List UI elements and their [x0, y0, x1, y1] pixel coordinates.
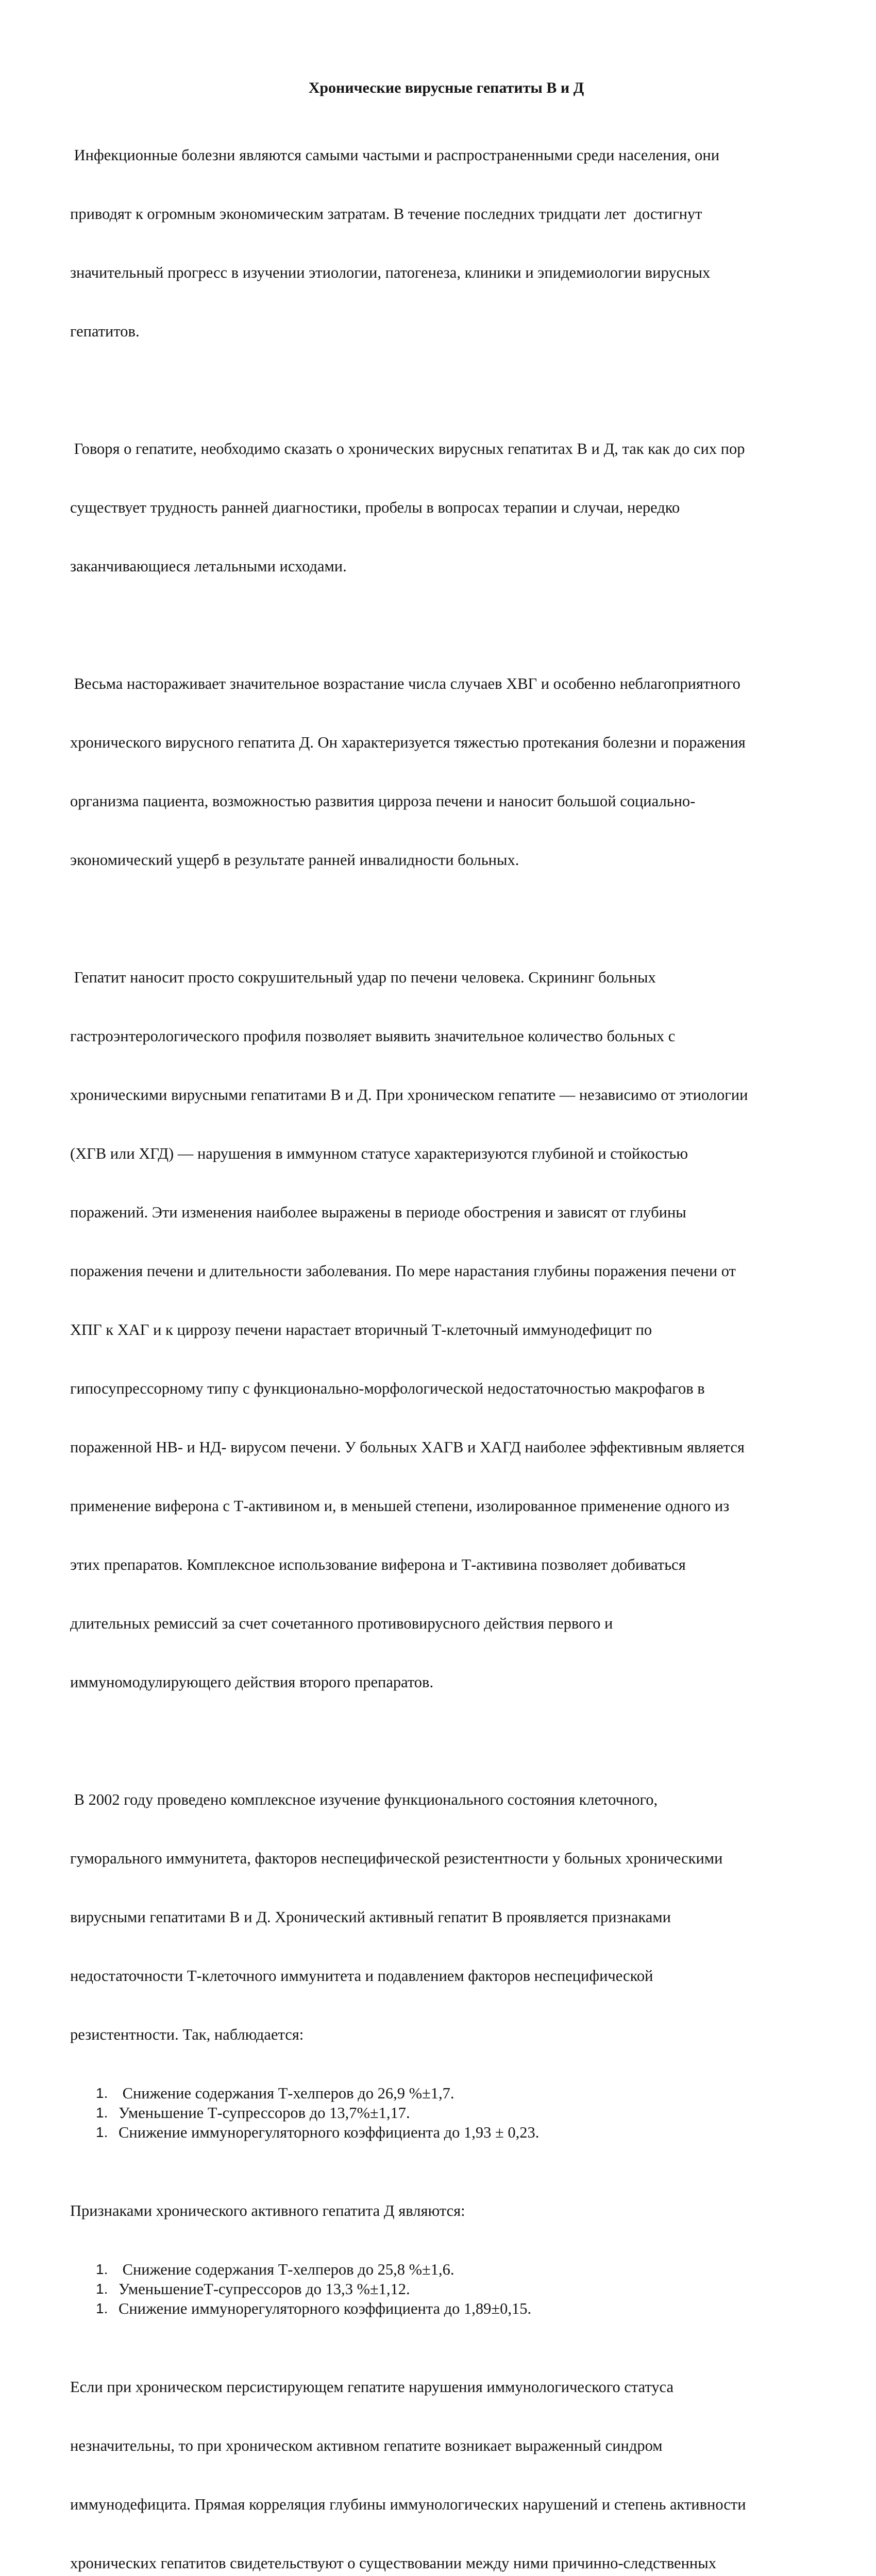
- text-line: гастроэнтерологического профиля позволяет выявить значительное количество больных с: [70, 1027, 676, 1045]
- list-item-number: 1.: [96, 2261, 108, 2277]
- text-line: длительных ремиссий за счет сочетанного противовирусного действия первого и: [70, 1615, 613, 1632]
- list-item: [70, 2260, 810, 2279]
- document-title: Хронические вирусные гепатиты В и Д: [308, 79, 584, 96]
- text-line: Говоря о гепатите, необходимо сказать о хронических вирусных гепатитах В и Д, так как до сих пор: [70, 440, 745, 457]
- text-line: этих препаратов. Комплексное использование виферона и Т-активина позволяет добиваться: [70, 1556, 686, 1573]
- text-line: существует трудность ранней диагностики, пробелы в вопросах терапии и случаи, нередко: [70, 499, 680, 516]
- paragraph-intro: [70, 106, 810, 380]
- list-item-number: 1.: [96, 2085, 108, 2101]
- list-item-text: Уменьшение Т-супрессоров до 13,7%±1,17.: [119, 2104, 410, 2122]
- text-line: Инфекционные болезни являются самыми частыми и распространенными среди населения, они: [70, 146, 720, 164]
- text-line: хронического вирусного гепатита Д. Он характеризуется тяжестью протекания болезни и поражения: [70, 734, 746, 751]
- list-item: [70, 2083, 810, 2103]
- text-line: недостаточности Т-клеточного иммунитета и подавлением факторов неспецифической: [70, 1967, 653, 1985]
- text-line: организма пациента, возможностью развития цирроза печени и наносит большой социально-: [70, 792, 696, 810]
- list-item-number: 1.: [96, 2105, 108, 2121]
- list-item: [70, 2299, 810, 2318]
- list-item-number: 1.: [96, 2300, 108, 2316]
- list-item-text: Снижение содержания Т-хелперов до 26,9 %±1,7.: [119, 2084, 454, 2102]
- text-line: пораженной НВ- и НД- вирусом печени. У больных ХАГВ и ХАГД наиболее эффективным является: [70, 1438, 745, 1456]
- list-item: [70, 2103, 810, 2123]
- text-line: применение виферона с Т-активином и, в меньшей степени, изолированное применение одного из: [70, 1497, 730, 1515]
- text-line: незначительны, то при хроническом активном гепатите возникает выраженный синдром: [70, 2437, 663, 2454]
- paragraph-immune-status: [70, 928, 810, 1731]
- text-line: Если при хроническом персистирующем гепатите нарушения иммунологического статуса: [70, 2378, 673, 2396]
- list-item-text: Снижение содержания Т-хелперов до 25,8 %±1,6.: [119, 2261, 454, 2278]
- text-line: резистентности. Так, наблюдается:: [70, 2026, 304, 2043]
- text-line: гуморального иммунитета, факторов неспецифической резистентности у больных хроническими: [70, 1850, 723, 1867]
- paragraph-hepatitis-d: [70, 635, 810, 909]
- list-item-number: 1.: [96, 2281, 108, 2297]
- text-line: Гепатит наносит просто сокрушительный удар по печени человека. Скрининг больных: [70, 969, 656, 986]
- text-line: Весьма настораживает значительное возрастание числа случаев ХВГ и особенно неблагоприятного: [70, 675, 740, 692]
- text-line: гепатитов.: [70, 323, 140, 340]
- list-item-number: 1.: [96, 2124, 108, 2140]
- text-line: В 2002 году проведено комплексное изучение функционального состояния клеточного,: [70, 1791, 658, 1808]
- text-line: иммуномодулирующего действия второго препаратов.: [70, 1673, 434, 1691]
- list-hepatitis-b-findings: [70, 2083, 810, 2142]
- text-line: экономический ущерб в результате ранней инвалидности больных.: [70, 851, 519, 869]
- paragraph-conclusion: [70, 2338, 810, 2576]
- text-line: хроническими вирусными гепатитами В и Д. При хроническом гепатите — независимо от этиологии: [70, 1086, 748, 1104]
- text-line: хронических гепатитов свидетельствуют о существовании между ними причинно-следственных: [70, 2554, 716, 2572]
- text-line: (ХГВ или ХГД) — нарушения в иммунном статусе характеризуются глубиной и стойкостью: [70, 1145, 688, 1162]
- text-line: поражения печени и длительности заболевания. По мере нарастания глубины поражения печени от: [70, 1262, 736, 1280]
- text-line: поражений. Эти изменения наиболее выражены в периоде обострения и зависят от глубины: [70, 1204, 686, 1221]
- text-line: значительный прогресс в изучении этиологии, патогенеза, клиники и эпидемиологии вирусных: [70, 264, 711, 281]
- list-item-text: Снижение иммунорегуляторного коэффициента до 1,93 ± 0,23.: [119, 2124, 540, 2141]
- text-line: Признаками хронического активного гепатита Д являются:: [70, 2202, 465, 2219]
- text-line: гипосупрессорному типу с функционально-морфологической недостаточностью макрофагов в: [70, 1380, 705, 1397]
- list-item-text: Снижение иммунорегуляторного коэффициента до 1,89±0,15.: [119, 2300, 532, 2317]
- paragraph-hepatitis-d-intro: [70, 2162, 810, 2260]
- paragraph-diagnostics: [70, 400, 810, 615]
- list-hepatitis-d-findings: [70, 2260, 810, 2318]
- list-item: [70, 2123, 810, 2142]
- text-line: иммунодефицита. Прямая корреляция глубины иммунологических нарушений и степень активности: [70, 2496, 746, 2513]
- paragraph-study-2002: [70, 1751, 810, 2083]
- document-body: [70, 78, 810, 2576]
- list-item-text: УменьшениеТ-супрессоров до 13,3 %±1,12.: [119, 2280, 410, 2298]
- text-line: вирусными гепатитами В и Д. Хронический активный гепатит В проявляется признаками: [70, 1908, 671, 1926]
- list-item: [70, 2279, 810, 2299]
- text-line: приводят к огромным экономическим затратам. В течение последних тридцати лет достигнут: [70, 205, 702, 223]
- text-line: ХПГ к ХАГ и к циррозу печени нарастает вторичный Т-клеточный иммунодефицит по: [70, 1321, 652, 1338]
- text-line: заканчивающиеся летальными исходами.: [70, 557, 347, 575]
